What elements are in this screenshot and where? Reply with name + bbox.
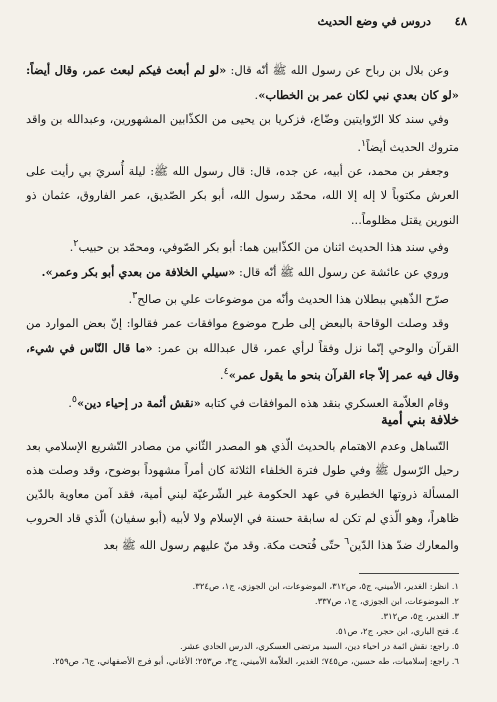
paragraph-umayyad: التّساهل وعدم الاهتمام بالحديث الّذي هو المصدر الثّاني من مصادر التّشريع الإسلامي بعد رحيل الرّسول ﷺ وفي طول فترة الخلفاء الثلاثة كان أمراً مشهوداً بوضوح، وقد وصلت هذه المسألة ذروتها الخطيرة في عهد الحكومة غير الشّرعيّة لبني أمية، فقد آمن معاوية بالدّين ظاهراً، وهو الّذي لم تكن له سابقة حسنة في الإسلام ولا لأبيه (أبو سفيان) الّذي قاد الحروب والمعارك ضدّ هذا الدّين$^٦$ حتّى فُتحت مكة. وقد منّ عليهم رسول الله ﷺ بعد xyxy=(26,439,459,552)
quote-umar: «لو لم أبعث فيكم لبعث عمر، وقال أيضاً: «لو كان بعدي نبي لكان عمر بن الخطاب» xyxy=(26,63,459,102)
paragraph-chain-critique: وفي سند كلا الرّوايتين وضّاع، فزكريا بن يحيى من الكذّابين المشهورين، وعبدالله بن واقد متروك الحديث أيضاً$^١$. xyxy=(26,112,459,154)
section-body xyxy=(26,434,459,557)
paragraph-aisha: وروي عن عائشة عن رسول الله ﷺ أنّه قال: «سيلي الخلافة من بعدي أبو بكر وعمر». xyxy=(41,264,449,279)
page-number: ٤٨ xyxy=(454,14,467,28)
footnote-ref: ٣ xyxy=(132,290,138,302)
footnote: ٢. الموضوعات، ابن الجوزي، ج١، ص٣٣٧. xyxy=(314,597,459,607)
paragraph-askari: وقام العلاّمة العسكري بنقد هذه الموافقات في كتابه «نقش أئمة در إحياء دين»$^٥$. xyxy=(68,393,449,410)
quote-caliphate: «سيلي الخلافة من بعدي أبو بكر وعمر». xyxy=(41,264,236,279)
quote-ibn-umar: «ما قال النّاس في شيء، وقال فيه عمر إلاّ جاء القرآن بنحو ما يقول عمر» xyxy=(26,340,459,383)
footnote: ٤. فتح الباري، ابن حجر، ج٢، ص٥١. xyxy=(335,627,459,637)
footnote-ref: ٥ xyxy=(71,393,78,405)
footnote: ٥. راجع: نقش ائمة در احياء دين، السيد مرتضى العسكري، الدرس الحادي عشر. xyxy=(180,642,459,652)
paragraph-dhahabi: صرّح الذّهبي ببطلان هذا الحديث وأنّه من موضوعات علي بن صالح$^٣$. xyxy=(128,290,449,306)
footnote-ref: ٤ xyxy=(223,366,229,378)
footnote: ٣. الغدير، ج٥، ص٣١٢. xyxy=(380,612,459,622)
footnote: ١. انظر: الغدير، الأميني، ج٥، ص٣١٢، الموضوعات، ابن الجوزي، ج١، ص٣٢٤. xyxy=(192,582,459,592)
page-header xyxy=(30,14,467,32)
footnote-divider xyxy=(359,573,459,574)
paragraph-muwafaqat: وقد وصلت الوقاحة بالبعض إلى طرح موضوع موافقات عمر فقالوا: إنّ بعض الموارد من القرآن والوحي إنّما نزل وفقاً لرأي عمر، قال عبدالله بن عمر: «ما قال النّاس في شيء، وقال فيه عمر إلاّ جاء القرآن بنحو ما يقول عمر»$^٤$. xyxy=(26,316,459,383)
section-heading: خلافة بني أمية xyxy=(381,413,459,428)
footnote-ref: ٦ xyxy=(344,536,350,547)
running-title: دروس في وضع الحديث xyxy=(317,14,431,28)
footnote-ref: ٢ xyxy=(73,238,79,250)
paragraph-liars: وفي سند هذا الحديث اثنان من الكذّابين هما: أبو بكر الصّوفي، ومحمّد بن حبيب$^٢$. xyxy=(69,238,449,255)
footnote: ٦. راجع: إسلاميات، طه حسين، ص٧٤٥؛ الغدير، العلاّمة الأميني، ج٣، ص٢٥٣؛ الأغاني، أبو فرج الأصفهاني، ج٦، ص٢٥٩. xyxy=(52,657,459,667)
paragraph-bilal: وعن بلال بن رباح عن رسول الله ﷺ أنّه قال: «لو لم أبعث فيكم لبعث عمر، وقال أيضاً: «لو كان بعدي نبي لكان عمر بن الخطاب». xyxy=(26,63,459,102)
footnote-ref: ١ xyxy=(361,137,367,149)
paragraph-jafar: وجعفر بن محمد، عن أبيه، عن جده، قال: قال رسول الله ﷺ: ليلة أُسريَ بي رأيت على العرش مكتوباً لا إله إلا الله، محمّد رسول الله، أبو بكر الصّديق، عمر الفاروق، عثمان ذو النورين يقتل مظلوماً... xyxy=(26,163,459,227)
footnotes xyxy=(26,580,459,670)
main-text xyxy=(26,58,459,415)
book-title: «نقش أئمة در إحياء دين» xyxy=(77,395,201,410)
